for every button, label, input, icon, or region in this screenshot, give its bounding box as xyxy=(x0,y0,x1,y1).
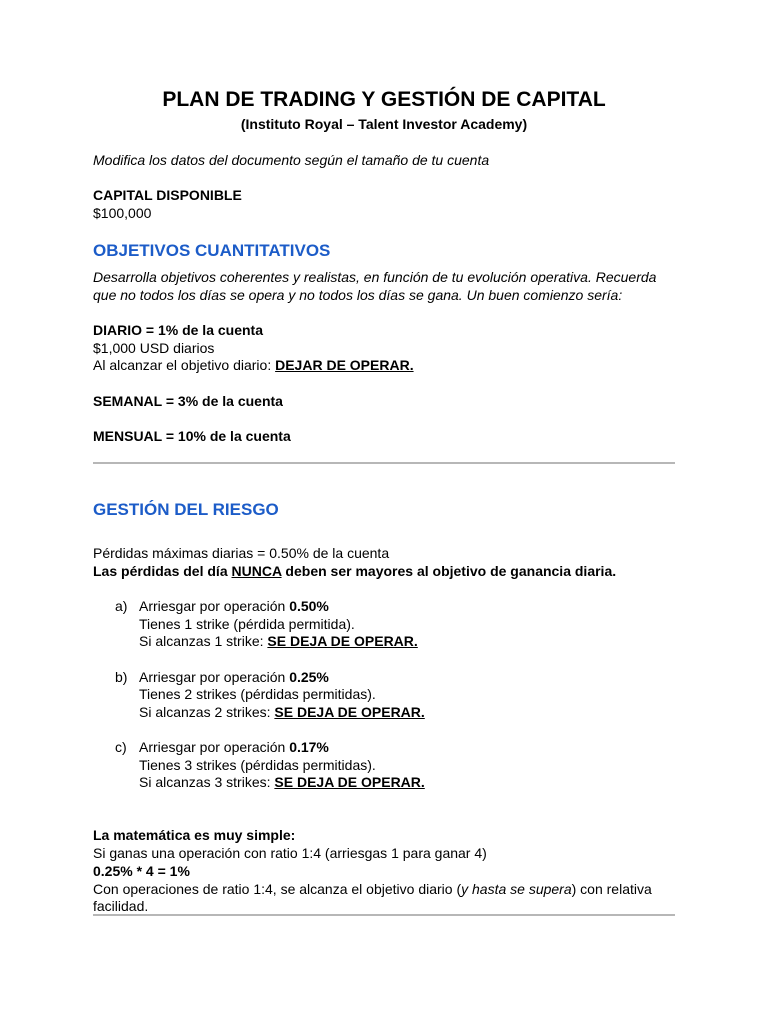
option-c-stop-prefix: Si alcanzas 3 strikes: xyxy=(139,774,275,790)
line2-prefix: Con operaciones de ratio 1:4, se alcanza el objetivo diario ( xyxy=(93,881,462,897)
option-a-risk xyxy=(139,597,329,615)
objetivos-description-line1: Desarrolla objetivos coherentes y realistas, en función de tu evolución operativa. Recuerda xyxy=(93,269,657,285)
option-c-risk-value: 0.17% xyxy=(289,739,329,755)
mensual-label: MENSUAL = 10% de la cuenta xyxy=(93,428,291,444)
matematica-line3: facilidad. xyxy=(93,898,149,914)
option-b-stop-prefix: Si alcanzas 2 strikes: xyxy=(139,704,275,720)
matematica-line2 xyxy=(93,880,652,898)
riesgo-heading: GESTIÓN DEL RIESGO xyxy=(93,500,279,519)
line2-italic: y hasta se supera xyxy=(461,881,572,897)
option-a-stop xyxy=(139,632,418,650)
warning-nunca: NUNCA xyxy=(231,563,282,579)
intro-instruction: Modifica los datos del documento según el tamaño de tu cuenta xyxy=(93,152,490,168)
diario-usd: $1,000 USD diarios xyxy=(93,340,215,356)
riesgo-warning xyxy=(93,562,616,580)
diario-rule xyxy=(93,356,414,374)
option-a-strikes: Tienes 1 strike (pérdida permitida). xyxy=(139,616,355,632)
option-b-risk-prefix: Arriesgar por operación xyxy=(139,669,290,685)
line2-suffix: ) con relativa xyxy=(571,881,652,897)
option-b-marker: b) xyxy=(115,669,128,685)
option-c-risk xyxy=(139,738,329,756)
option-b-risk xyxy=(139,668,329,686)
option-c-strikes: Tienes 3 strikes (pérdidas permitidas). xyxy=(139,757,376,773)
diario-label: DIARIO = 1% de la cuenta xyxy=(93,322,263,338)
objetivos-description-line2: que no todos los días se opera y no todos los días se gana. Un buen comienzo sería: xyxy=(93,287,623,303)
section-divider xyxy=(93,462,675,464)
warning-prefix: Las pérdidas del día xyxy=(93,563,232,579)
option-c-marker: c) xyxy=(115,739,127,755)
warning-suffix: deben ser mayores al objetivo de ganancia diaria. xyxy=(281,563,617,579)
diario-rule-prefix: Al alcanzar el objetivo diario: xyxy=(93,357,276,373)
option-b-strikes: Tienes 2 strikes (pérdidas permitidas). xyxy=(139,686,376,702)
option-b-stop xyxy=(139,703,425,721)
option-a-marker: a) xyxy=(115,598,128,614)
footer-divider xyxy=(93,914,675,916)
option-b-risk-value: 0.25% xyxy=(289,669,329,685)
perdidas-maximas: Pérdidas máximas diarias = 0.50% de la cuenta xyxy=(93,545,390,561)
semanal-label: SEMANAL = 3% de la cuenta xyxy=(93,393,283,409)
option-a-risk-prefix: Arriesgar por operación xyxy=(139,598,290,614)
capital-value: $100,000 xyxy=(93,205,152,221)
matematica-formula: 0.25% * 4 = 1% xyxy=(93,863,190,879)
matematica-line1: Si ganas una operación con ratio 1:4 (arriesgas 1 para ganar 4) xyxy=(93,845,487,861)
option-c-risk-prefix: Arriesgar por operación xyxy=(139,739,290,755)
capital-label: CAPITAL DISPONIBLE xyxy=(93,187,242,203)
option-a-risk-value: 0.50% xyxy=(289,598,329,614)
document-subtitle: (Instituto Royal – Talent Investor Academy) xyxy=(240,116,528,132)
matematica-label: La matemática es muy simple: xyxy=(93,827,296,843)
option-a-stop-action: SE DEJA DE OPERAR. xyxy=(267,633,418,649)
option-b-stop-action: SE DEJA DE OPERAR. xyxy=(274,704,425,720)
option-c-stop-action: SE DEJA DE OPERAR. xyxy=(274,774,425,790)
option-a-stop-prefix: Si alcanzas 1 strike: xyxy=(139,633,268,649)
option-c-stop xyxy=(139,773,425,791)
objetivos-heading: OBJETIVOS CUANTITATIVOS xyxy=(93,241,331,260)
document-title: PLAN DE TRADING Y GESTIÓN DE CAPITAL xyxy=(162,88,606,111)
diario-rule-action: DEJAR DE OPERAR. xyxy=(275,357,414,373)
